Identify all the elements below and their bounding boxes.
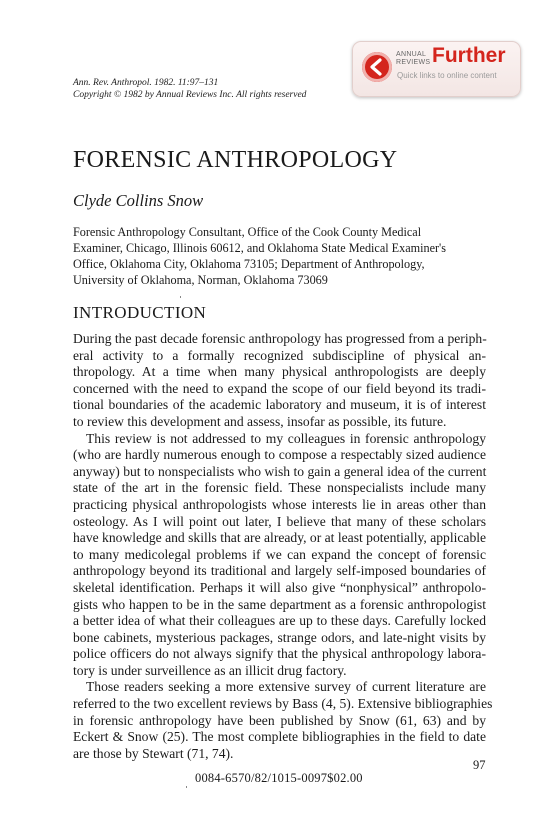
journal-citation: Ann. Rev. Anthropol. 1982. 11:97–131 <box>73 78 219 88</box>
body-line: tory is under surveillence as an illicit drug factory. <box>73 662 347 678</box>
body-line: osteology. As I will point out later, I believe that many of these scholars <box>73 513 486 529</box>
body-line: anyway) but to nonspecialists who wish to gain a general idea of the current <box>73 463 487 479</box>
body-line: practicing physical anthropologists whose interests lie in areas other than <box>73 496 486 512</box>
body-line: to many medicolegal problems if we can expand the concept of forensic <box>73 546 486 562</box>
affiliation-line: Office, Oklahoma City, Oklahoma 73105; Department of Anthropology, <box>73 257 425 271</box>
body-line: a better idea of what their colleagues are up to these days. Carefully locked <box>73 613 486 629</box>
copyright-notice: Copyright © 1982 by Annual Reviews Inc. All rights reserved <box>73 89 307 100</box>
body-line: are those by Stewart (71, 74). <box>73 745 234 761</box>
annual-reviews-further-badge[interactable] <box>352 41 521 97</box>
journal-reference <box>73 78 306 101</box>
affiliation-line: Examiner, Chicago, Illinois 60612, and Oklahoma State Medical Examiner's <box>73 241 446 255</box>
author-affiliation <box>73 224 473 288</box>
body-line: During the past decade forensic anthropology has progressed from a periph- <box>73 331 487 346</box>
body-line: skeletal identification. Perhaps it will also give “nonphysical” anthropolo- <box>73 579 486 595</box>
section-heading: INTRODUCTION <box>73 303 207 322</box>
body-line: to review this development and assess, insofar as possible, its future. <box>73 413 447 429</box>
affiliation-line: Forensic Anthropology Consultant, Office of the Cook County Medical <box>73 225 422 239</box>
scan-speck <box>186 786 187 788</box>
body-line: thropology. At a time when many physical anthropologists are deeply <box>73 364 486 380</box>
body-text <box>73 331 493 762</box>
body-line: tional boundaries of the academic laboratory and museum, it is of interest <box>73 397 486 413</box>
body-line: eral activity to a formally recognized subdiscipline of physical an- <box>73 347 486 363</box>
body-line: Those readers seeking a more extensive survey of current literature are <box>86 679 486 695</box>
article-title: FORENSIC ANTHROPOLOGY <box>73 147 398 173</box>
body-line: concerned with the need to expand the scope of our field beyond its tradi- <box>73 380 486 396</box>
body-line: anthropology beyond its traditional and largely self-imposed boundaries of <box>73 563 486 579</box>
page-number: 97 <box>473 758 486 772</box>
further-label: Further <box>432 44 506 67</box>
body-line: in forensic anthropology have been published by Snow (61, 63) and by <box>73 712 486 728</box>
article-code: 0084-6570/82/1015-0097$02.00 <box>195 771 363 785</box>
body-line: bone cabinets, mysterious packages, strange odors, and late-night visits by <box>73 629 486 645</box>
body-line: state of the art in the forensic field. These nonspecialists include many <box>73 480 486 496</box>
body-line: have knowledge and skills that are already, or at least potentially, applicable <box>73 530 487 546</box>
article-author: Clyde Collins Snow <box>73 191 204 210</box>
annual-reviews-logo-text: ANNUAL REVIEWS <box>396 51 431 66</box>
body-line: referred to the two excellent reviews by Bass (4, 5). Extensive bibliographies <box>73 696 493 712</box>
affiliation-line: University of Oklahoma, Norman, Oklahoma 73069 <box>73 273 328 287</box>
scan-speck <box>180 296 181 298</box>
back-arrow-icon <box>362 52 392 82</box>
quick-links-label: Quick links to online content <box>397 71 497 80</box>
body-line: gists who happen to be in the same department as a forensic anthropologist <box>73 596 486 612</box>
body-line: (who are hardly numerous enough to compose a respectably sized audience <box>73 447 486 463</box>
body-line: This review is not addressed to my colleagues in forensic anthropology <box>86 430 486 446</box>
body-line: police officers do not always signify that the physical anthropology labora- <box>73 646 486 662</box>
body-line: Eckert & Snow (25). The most complete bibliographies in the field to date <box>73 729 486 745</box>
